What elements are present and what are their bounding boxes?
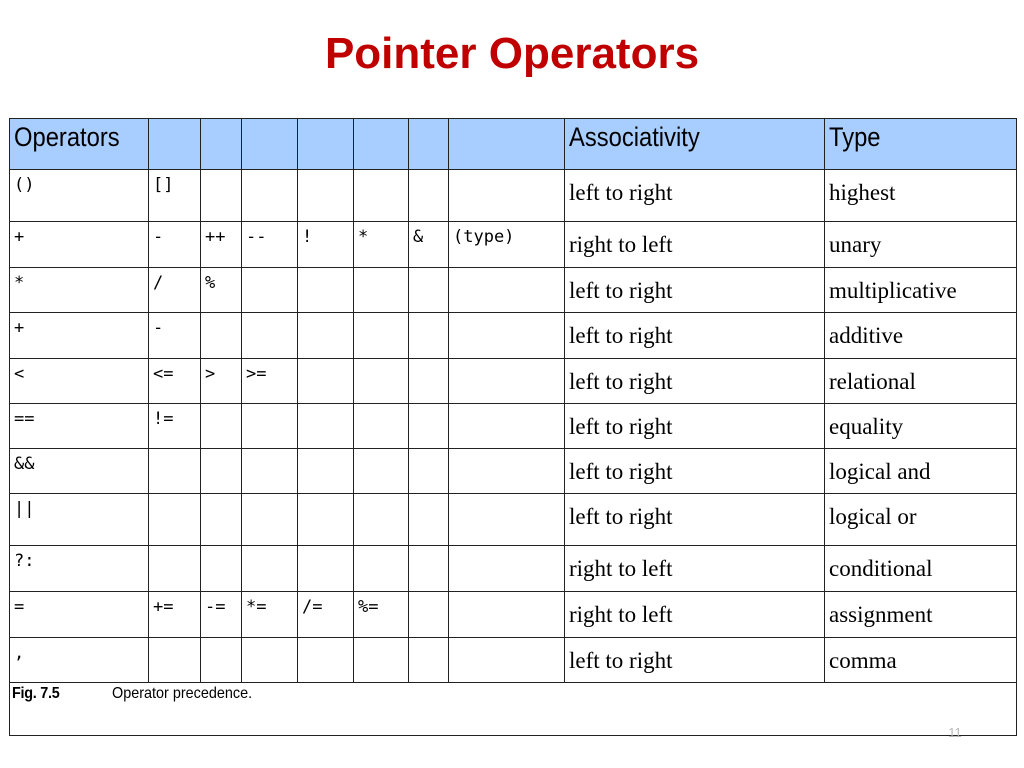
type-cell: unary: [825, 222, 1017, 268]
table-caption-row: [10, 683, 1017, 736]
empty-operator-cell: [449, 313, 565, 359]
associativity-cell: left to right: [565, 359, 825, 404]
empty-operator-cell: [298, 494, 354, 546]
operator-precedence-table: [9, 118, 1017, 736]
header-operators: Operators: [10, 119, 149, 170]
table-row: [10, 592, 1017, 638]
table-row: [10, 170, 1017, 222]
empty-operator-cell: [409, 170, 449, 222]
type-cell: assignment: [825, 592, 1017, 638]
header-empty-cell: [242, 119, 298, 170]
operator-cell: *: [10, 268, 149, 313]
empty-operator-cell: [149, 546, 201, 592]
empty-operator-cell: [242, 404, 298, 449]
header-empty-cell: [409, 119, 449, 170]
operator-cell: +=: [149, 592, 201, 638]
empty-operator-cell: [149, 494, 201, 546]
table-caption: [10, 683, 1017, 736]
operator-cell: !: [298, 222, 354, 268]
empty-operator-cell: [298, 268, 354, 313]
slide-title: Pointer Operators: [324, 29, 700, 78]
operator-cell: (): [10, 170, 149, 222]
associativity-cell: right to left: [565, 546, 825, 592]
type-cell: highest: [825, 170, 1017, 222]
empty-operator-cell: [449, 449, 565, 494]
associativity-cell: left to right: [565, 449, 825, 494]
empty-operator-cell: [354, 494, 409, 546]
associativity-cell: right to left: [565, 592, 825, 638]
associativity-cell: right to left: [565, 222, 825, 268]
operator-cell: +: [10, 313, 149, 359]
empty-operator-cell: [449, 404, 565, 449]
empty-operator-cell: [409, 404, 449, 449]
header-empty-cell: [449, 119, 565, 170]
associativity-cell: left to right: [565, 268, 825, 313]
empty-operator-cell: [449, 359, 565, 404]
operator-cell: *=: [242, 592, 298, 638]
empty-operator-cell: [409, 592, 449, 638]
associativity-cell: left to right: [565, 313, 825, 359]
empty-operator-cell: [409, 494, 449, 546]
empty-operator-cell: [298, 313, 354, 359]
operator-cell: --: [242, 222, 298, 268]
empty-operator-cell: [201, 170, 242, 222]
empty-operator-cell: [409, 638, 449, 683]
empty-operator-cell: [298, 359, 354, 404]
empty-operator-cell: [354, 546, 409, 592]
table-row: [10, 494, 1017, 546]
table-row: [10, 638, 1017, 683]
empty-operator-cell: [354, 359, 409, 404]
associativity-cell: left to right: [565, 494, 825, 546]
empty-operator-cell: [298, 404, 354, 449]
empty-operator-cell: [242, 268, 298, 313]
operator-cell: -=: [201, 592, 242, 638]
table-row: [10, 404, 1017, 449]
empty-operator-cell: [149, 638, 201, 683]
table-row: [10, 313, 1017, 359]
empty-operator-cell: [242, 546, 298, 592]
operator-cell: /=: [298, 592, 354, 638]
header-empty-cell: [354, 119, 409, 170]
operator-cell: /: [149, 268, 201, 313]
operator-cell: (type): [449, 222, 565, 268]
type-cell: equality: [825, 404, 1017, 449]
associativity-cell: left to right: [565, 638, 825, 683]
figure-label: Fig. 7.5: [12, 685, 60, 702]
empty-operator-cell: [242, 449, 298, 494]
empty-operator-cell: [354, 268, 409, 313]
associativity-cell: left to right: [565, 404, 825, 449]
header-type: Type: [825, 119, 1017, 170]
header-empty-cell: [201, 119, 242, 170]
empty-operator-cell: [409, 313, 449, 359]
empty-operator-cell: [201, 546, 242, 592]
empty-operator-cell: [298, 449, 354, 494]
empty-operator-cell: [354, 449, 409, 494]
empty-operator-cell: [201, 404, 242, 449]
operator-cell: -: [149, 222, 201, 268]
empty-operator-cell: [449, 638, 565, 683]
empty-operator-cell: [242, 170, 298, 222]
type-cell: comma: [825, 638, 1017, 683]
empty-operator-cell: [409, 268, 449, 313]
header-empty-cell: [298, 119, 354, 170]
table-row: [10, 546, 1017, 592]
operator-cell: *: [354, 222, 409, 268]
empty-operator-cell: [354, 638, 409, 683]
type-cell: relational: [825, 359, 1017, 404]
page-number: 11: [948, 725, 962, 740]
operator-cell: %: [201, 268, 242, 313]
operator-cell: ==: [10, 404, 149, 449]
empty-operator-cell: [242, 313, 298, 359]
header-empty-cell: [149, 119, 201, 170]
empty-operator-cell: [354, 404, 409, 449]
empty-operator-cell: [201, 313, 242, 359]
operator-cell: >: [201, 359, 242, 404]
empty-operator-cell: [449, 170, 565, 222]
empty-operator-cell: [409, 359, 449, 404]
type-cell: multiplicative: [825, 268, 1017, 313]
operator-cell: []: [149, 170, 201, 222]
type-cell: logical or: [825, 494, 1017, 546]
empty-operator-cell: [298, 638, 354, 683]
table-row: [10, 268, 1017, 313]
operator-cell: ||: [10, 494, 149, 546]
empty-operator-cell: [201, 638, 242, 683]
header-associativity: Associativity: [565, 119, 825, 170]
type-cell: conditional: [825, 546, 1017, 592]
operator-cell: <: [10, 359, 149, 404]
empty-operator-cell: [354, 313, 409, 359]
empty-operator-cell: [298, 170, 354, 222]
operator-cell: &&: [10, 449, 149, 494]
empty-operator-cell: [242, 638, 298, 683]
operator-cell: !=: [149, 404, 201, 449]
table-header-row: [10, 119, 1017, 170]
associativity-cell: left to right: [565, 170, 825, 222]
type-cell: additive: [825, 313, 1017, 359]
empty-operator-cell: [242, 494, 298, 546]
empty-operator-cell: [409, 449, 449, 494]
empty-operator-cell: [449, 494, 565, 546]
table-row: [10, 222, 1017, 268]
empty-operator-cell: [449, 546, 565, 592]
type-cell: logical and: [825, 449, 1017, 494]
figure-caption-text: Operator precedence.: [112, 685, 253, 702]
operator-cell: =: [10, 592, 149, 638]
operator-cell: >=: [242, 359, 298, 404]
empty-operator-cell: [354, 170, 409, 222]
operator-cell: +: [10, 222, 149, 268]
empty-operator-cell: [149, 449, 201, 494]
operator-cell: &: [409, 222, 449, 268]
operator-cell: ++: [201, 222, 242, 268]
operator-cell: %=: [354, 592, 409, 638]
table-row: [10, 359, 1017, 404]
empty-operator-cell: [449, 268, 565, 313]
empty-operator-cell: [449, 592, 565, 638]
operator-cell: <=: [149, 359, 201, 404]
operator-cell: ,: [10, 638, 149, 683]
empty-operator-cell: [409, 546, 449, 592]
table-row: [10, 449, 1017, 494]
empty-operator-cell: [201, 494, 242, 546]
empty-operator-cell: [298, 546, 354, 592]
operator-cell: -: [149, 313, 201, 359]
empty-operator-cell: [201, 449, 242, 494]
operator-cell: ?:: [10, 546, 149, 592]
